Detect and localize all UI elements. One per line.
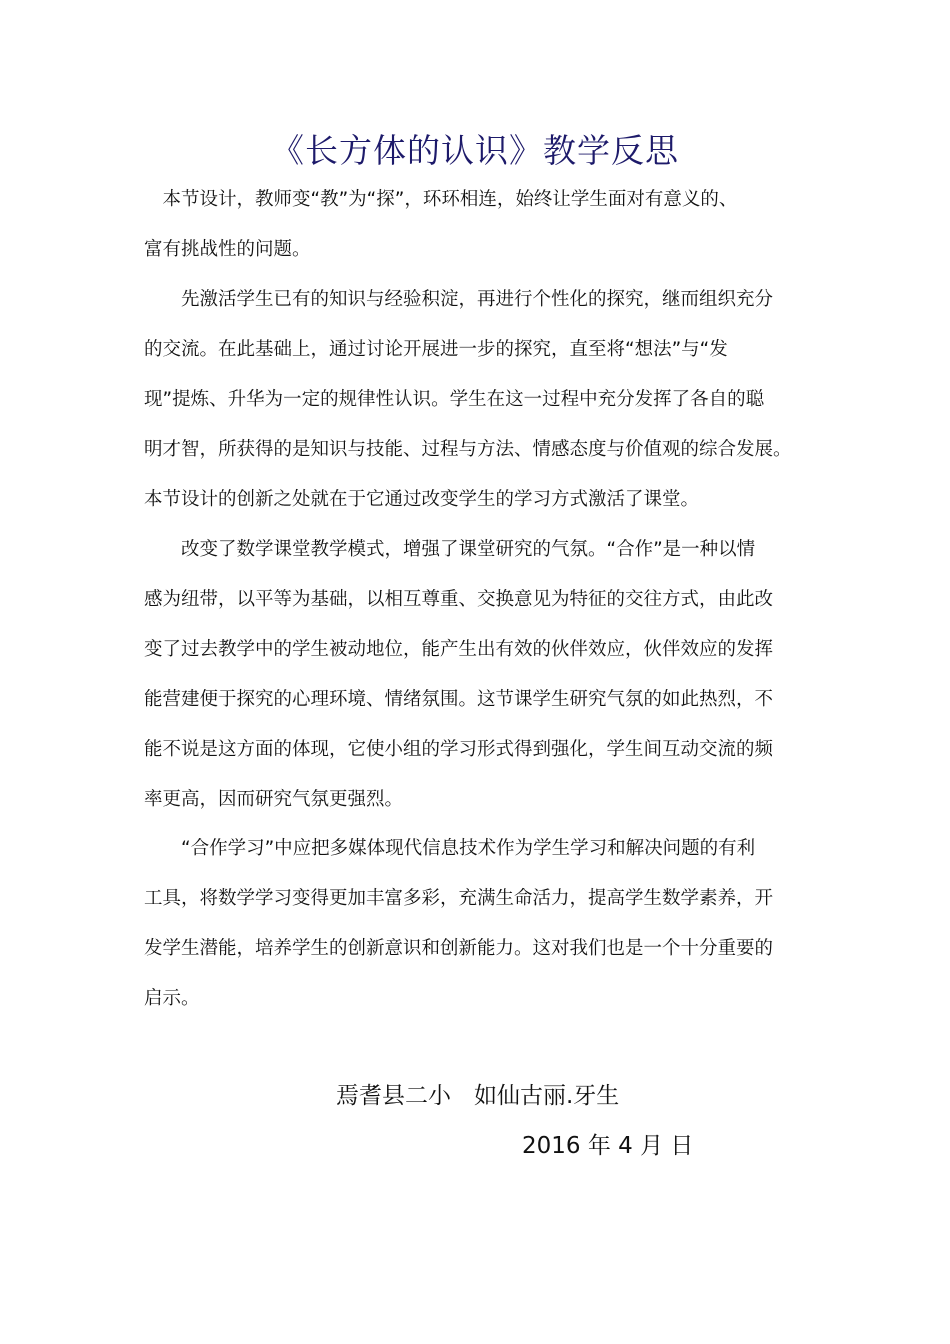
paragraph-4-line-2: 工具，将数学学习变得更加丰富多彩，充满生命活力，提高学生数学素养，开	[144, 888, 774, 909]
paragraph-3-line-1: 改变了数学课堂教学模式，增强了课堂研究的气氛。“合作”是一种以情	[144, 539, 756, 560]
paragraph-3-line-4: 能营建便于探究的心理环境、情绪氛围。这节课学生研究气氛的如此热烈，不	[144, 689, 774, 710]
signature-date: 2016 年 4 月 日	[522, 1133, 694, 1159]
paragraph-1-line-2: 富有挑战性的问题。	[144, 239, 311, 260]
paragraph-4-line-1: “合作学习”中应把多媒体现代信息技术作为学生学习和解决问题的有利	[144, 838, 756, 859]
paragraph-2-line-5: 本节设计的创新之处就在于它通过改变学生的学习方式激活了课堂。	[144, 489, 700, 510]
paragraph-3-line-5: 能不说是这方面的体现，它使小组的学习形式得到强化，学生间互动交流的频	[144, 739, 774, 760]
paragraph-2-line-2: 的交流。在此基础上，通过讨论开展进一步的探究，直至将“想法”与“发	[144, 339, 728, 360]
document-title: 《长方体的认识》教学反思	[271, 131, 679, 170]
paragraph-2-line-4: 明才智，所获得的是知识与技能、过程与方法、情感态度与价值观的综合发展。	[144, 439, 792, 460]
paragraph-1-line-1: 本节设计，教师变“教”为“探”，环环相连，始终让学生面对有意义的、	[144, 189, 738, 210]
paragraph-2-line-3: 现”提炼、升华为一定的规律性认识。学生在这一过程中充分发挥了各自的聪	[144, 389, 765, 410]
paragraph-3-line-6: 率更高，因而研究气氛更强烈。	[144, 789, 404, 810]
paragraph-4-line-3: 发学生潜能，培养学生的创新意识和创新能力。这对我们也是一个十分重要的	[144, 938, 774, 959]
paragraph-4-line-4: 启示。	[144, 988, 200, 1009]
paragraph-3-line-2: 感为纽带，以平等为基础，以相互尊重、交换意见为特征的交往方式，由此改	[144, 589, 774, 610]
paragraph-3-line-3: 变了过去教学中的学生被动地位，能产生出有效的伙伴效应，伙伴效应的发挥	[144, 639, 774, 660]
paragraph-2-line-1: 先激活学生已有的知识与经验积淀，再进行个性化的探究，继而组织充分	[144, 289, 774, 310]
signature-school-author: 焉耆县二小 如仙古丽.牙生	[336, 1083, 620, 1109]
